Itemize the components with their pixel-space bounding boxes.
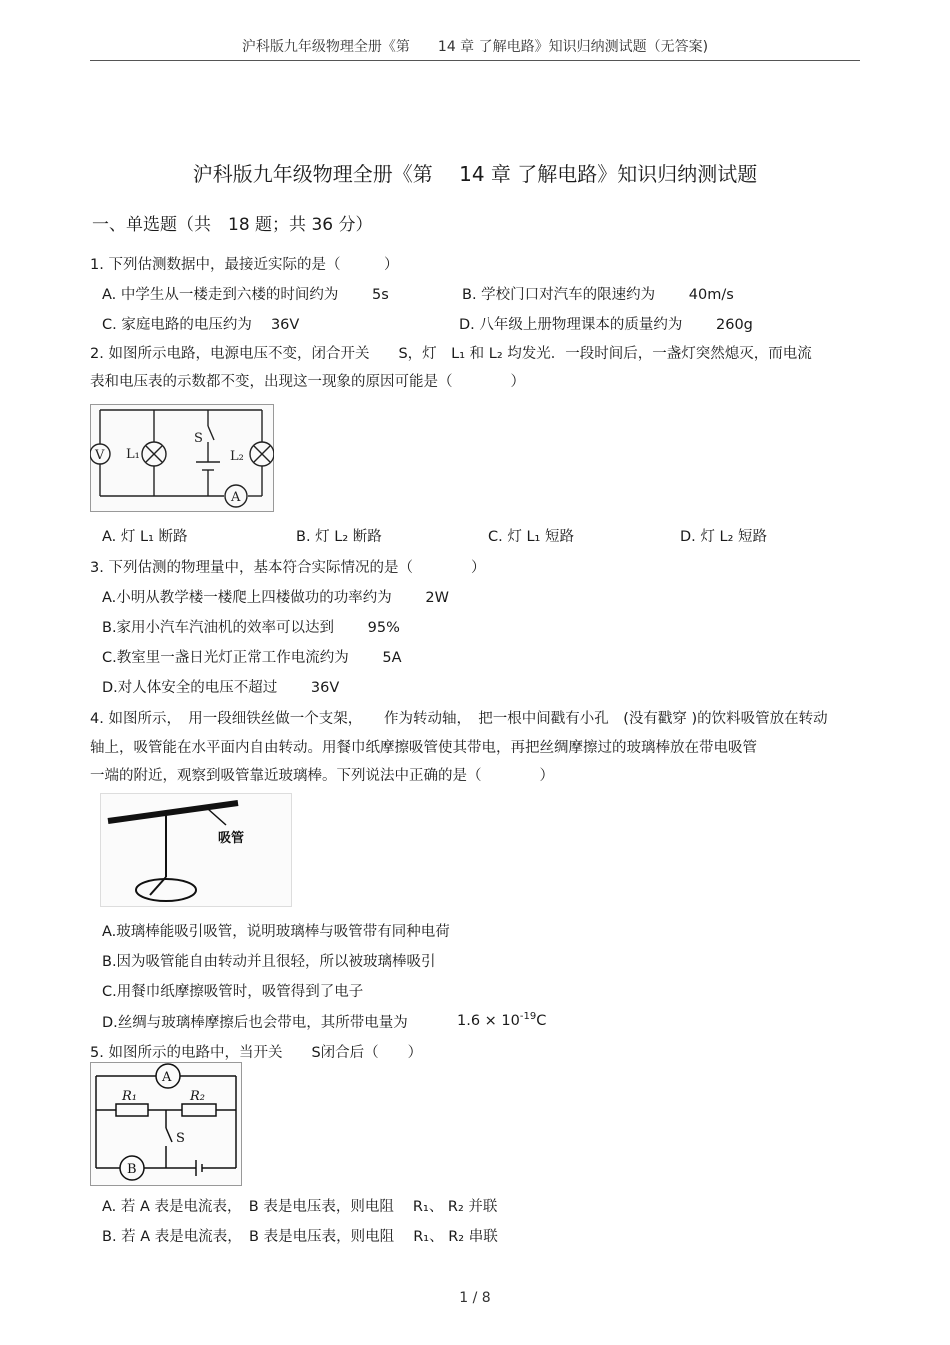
voltmeter-label: V bbox=[95, 448, 105, 463]
q2-option-c: C. 灯 L₁ 短路 bbox=[488, 529, 574, 545]
page-number: 1 / 8 bbox=[459, 1290, 491, 1306]
question-2-stem-line2: 表和电压表的示数都不变，出现这一现象的原因可能是（ ） bbox=[90, 374, 525, 390]
charge-exponent: -19 bbox=[519, 1011, 537, 1022]
question-4-stem-line3: 一端的附近，观察到吸管靠近玻璃棒。下列说法中正确的是（ ） bbox=[90, 768, 554, 784]
q1-option-b: B. 学校门口对汽车的限速约为 40m/s bbox=[462, 287, 734, 303]
switch-s-label: S bbox=[194, 431, 203, 446]
question-3-stem: 3. 下列估测的物理量中，基本符合实际情况的是（ ） bbox=[90, 560, 486, 576]
q5-circuit-diagram bbox=[90, 1062, 242, 1186]
lamp-l2-label: L₂ bbox=[230, 449, 244, 464]
header-rule bbox=[90, 60, 860, 61]
resistor-r1-label: R₁ bbox=[122, 1089, 137, 1104]
q2-option-d: D. 灯 L₂ 短路 bbox=[680, 529, 767, 545]
switch-s-label-q5: S bbox=[176, 1131, 185, 1146]
q5-option-a: A. 若 A 表是电流表， B 表是电压表，则电阻 R₁、 R₂ 并联 bbox=[102, 1199, 498, 1215]
q1-option-d: D. 八年级上册物理课本的质量约为 260g bbox=[459, 317, 753, 333]
q4-option-c: C.用餐巾纸摩擦吸管时，吸管得到了电子 bbox=[102, 984, 364, 1000]
q5-option-b: B. 若 A 表是电流表， B 表是电压表，则电阻 R₁、 R₂ 串联 bbox=[102, 1229, 498, 1245]
meter-a-label: A bbox=[162, 1070, 172, 1085]
straw-label: 吸管 bbox=[218, 831, 245, 846]
q2-circuit-diagram bbox=[90, 404, 274, 512]
q2-option-a: A. 灯 L₁ 断路 bbox=[102, 529, 188, 545]
q3-option-a: A.小明从教学楼一楼爬上四楼做功的功率约为 2W bbox=[102, 590, 449, 606]
question-4-stem-line1: 4. 如图所示， 用一段细铁丝做一个支架， 作为转动轴， 把一根中间戳有小孔 (没有戳穿 )的饮料吸管放在转动 bbox=[90, 711, 828, 727]
lamp-l1-label: L₁ bbox=[126, 447, 140, 462]
q3-option-d: D.对人体安全的电压不超过 36V bbox=[102, 680, 340, 696]
running-header: 沪科版九年级物理全册《第 14 章 了解电路》知识归纳测试题（无答案) bbox=[241, 39, 709, 55]
question-2-stem-line1: 2. 如图所示电路，电源电压不变，闭合开关 S，灯 L₁ 和 L₂ 均发光．一段时间后，一盏灯突然熄灭，而电流 bbox=[90, 346, 812, 362]
q4-option-b: B.因为吸管能自由转动并且很轻，所以被玻璃棒吸引 bbox=[102, 954, 436, 970]
ammeter-label: A bbox=[231, 490, 241, 505]
question-4-stem-line2: 轴上，吸管能在水平面内自由转动。用餐巾纸摩擦吸管使其带电，再把丝绸摩擦过的玻璃棒放在带电吸管 bbox=[90, 740, 757, 756]
charge-value bbox=[457, 1011, 546, 1029]
section-heading: 一、单选题（共 18 题；共 36 分） bbox=[92, 215, 373, 235]
charge-unit: C bbox=[536, 1012, 547, 1029]
q4-option-d: D.丝绸与玻璃棒摩擦后也会带电，其所带电量为 bbox=[102, 1015, 408, 1031]
q3-option-c: C.教室里一盏日光灯正常工作电流约为 5A bbox=[102, 650, 402, 666]
q1-option-a: A. 中学生从一楼走到六楼的时间约为 5s bbox=[102, 287, 389, 303]
resistor-r2-label: R₂ bbox=[190, 1089, 205, 1104]
q4-straw-stand-figure bbox=[100, 793, 292, 907]
document-title: 沪科版九年级物理全册《第 14 章 了解电路》知识归纳测试题 bbox=[192, 162, 758, 186]
meter-b-label: B bbox=[127, 1162, 137, 1177]
question-5-stem: 5. 如图所示的电路中，当开关 S闭合后（ ） bbox=[90, 1045, 423, 1061]
q3-option-b: B.家用小汽车汽油机的效率可以达到 95% bbox=[102, 620, 400, 636]
q1-option-c: C. 家庭电路的电压约为 36V bbox=[102, 317, 300, 333]
charge-mantissa: 1.6 × 10 bbox=[457, 1012, 520, 1029]
q2-option-b: B. 灯 L₂ 断路 bbox=[296, 529, 382, 545]
question-1-stem: 1. 下列估测数据中，最接近实际的是（ ） bbox=[90, 257, 399, 273]
q4-option-a: A.玻璃棒能吸引吸管，说明玻璃棒与吸管带有同种电荷 bbox=[102, 924, 450, 940]
